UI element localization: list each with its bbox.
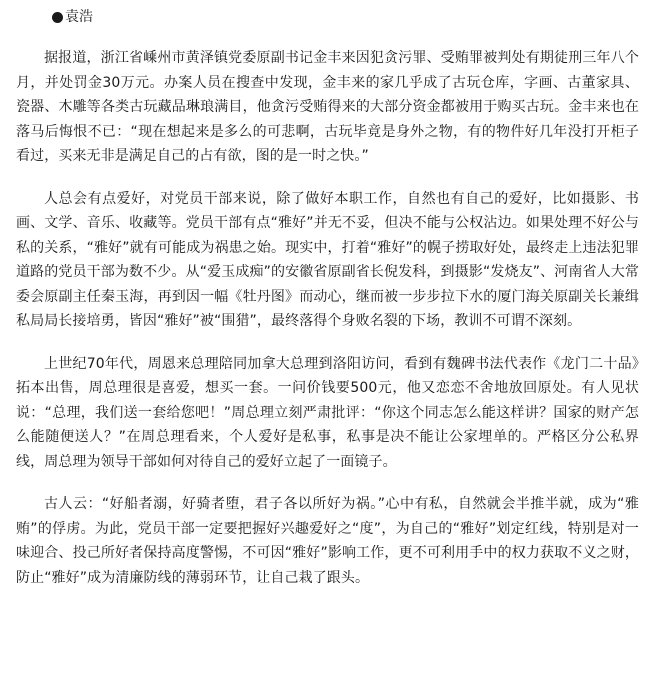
paragraph-4: 古人云：“好船者溺，好骑者堕，君子各以所好为祸。”心中有私，自然就会半推半就，成为“雅贿”的俘虏。为此，党员干部一定要把握好兴趣爱好之“度”，为自己的“雅好”划定红线，特别是对一味迎合、投己所好者保持高度警惕，不可因“雅好”影响工作，更不可利用手中的权力获取不义之财，防止“雅好”成为清廉防线的薄弱环节，让自己栽了跟头。 [16, 496, 639, 586]
bullet-dot-icon [52, 12, 63, 23]
byline [52, 6, 639, 28]
paragraph-3: 上世纪70年代，周恩来总理陪同加拿大总理到洛阳访问，看到有魏碑书法代表作《龙门二十品》拓本出售，周总理很是喜爱，想买一套。一问价钱要500元，他又恋恋不舍地放回原处。有人见状说：“总理，我们送一套给您吧！”周总理立刻严肃批评：“你这个同志怎么能这样讲？国家的财产怎么能随便送人？”在周总理看来，个人爱好是私事，私事是决不能让公家埋单的。严格区分公私界线，周总理为领导干部如何对待自己的爱好立起了一面镜子。 [16, 355, 639, 470]
paragraph-1: 据报道，浙江省嵊州市黄泽镇党委原副书记金丰来因犯贪污罪、受贿罪被判处有期徒刑三年八个月，并处罚金30万元。办案人员在搜查中发现，金丰来的家几乎成了古玩仓库，字画、古董家具、瓷器、木雕等各类古玩藏品琳琅满目，他贪污受贿得来的大部分资金都被用于购买古玩。金丰来也在落马后悔恨不已：“现在想起来是多么的可悲啊，古玩毕竟是身外之物，有的物件好几年没打开柜子看过，买来无非是满足自己的占有欲，图的是一时之快。” [16, 50, 639, 164]
paragraph-2: 人总会有点爱好，对党员干部来说，除了做好本职工作，自然也有自己的爱好，比如摄影、书画、文学、音乐、收藏等。党员干部有点“雅好”并无不妥，但决不能与公权沾边。如果处理不好公与私的关系，“雅好”就有可能成为祸患之始。现实中，打着“雅好”的幌子捞取好处，最终走上违法犯罪道路的党员干部为数不少。从“爱玉成痴”的安徽省原副省长倪发科，到摄影“发烧友”、河南省人大常委会原副主任秦玉海，再到因一幅《牡丹图》而动心，继而被一步步拉下水的厦门海关原副关长兼缉私局局长接培勇，皆因“雅好”被“围猎”，最终落得个身败名裂的下场，教训不可谓不深刻。 [16, 190, 639, 329]
author-name: 袁浩 [65, 9, 93, 25]
